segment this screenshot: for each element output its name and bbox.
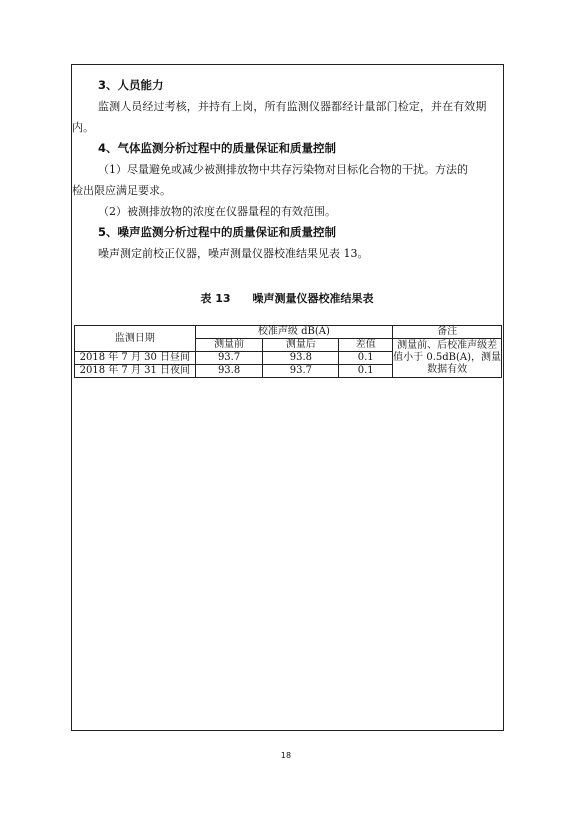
- row-after: 93.7: [263, 365, 339, 378]
- section-3-body-text: 监测人员经过考核，并持有上岗，所有监测仪器都经计量部门检定，并在有效期内。: [72, 100, 487, 134]
- table-title: 表 13 噪声测量仪器校准结果表: [200, 292, 374, 305]
- calibration-table: [74, 325, 502, 378]
- page-content: [72, 75, 502, 308]
- header-remark: 备注: [393, 326, 502, 339]
- section-5-heading: 5、噪声监测分析过程中的质量保证和质量控制: [98, 225, 336, 239]
- section-5-body: 噪声测定前校正仪器，噪声测量仪器校准结果见表 13。: [98, 247, 369, 260]
- page-number: 18: [280, 751, 292, 760]
- header-after: 测量后: [263, 339, 339, 352]
- header-diff: 差值: [339, 339, 393, 352]
- section-3-heading: 3、人员能力: [98, 78, 164, 92]
- row-before: 93.7: [195, 352, 263, 365]
- row-after: 93.8: [263, 352, 339, 365]
- spacer: [98, 264, 502, 290]
- section-4-item-1-line-1: （1）尽量避免或减少被测排放物中共存污染物对目标化合物的干扰。方法的: [98, 163, 468, 176]
- header-level-group: 校准声级 dB(A): [195, 326, 393, 339]
- row-date: 2018 年 7 月 31 日夜间: [75, 365, 196, 378]
- section-4-heading: 4、气体监测分析过程中的质量保证和质量控制: [98, 141, 336, 155]
- remark-cell: 测量前、后校准声级差值小于 0.5dB(A)，测量数据有效: [393, 339, 502, 378]
- row-diff: 0.1: [339, 352, 393, 365]
- section-4-item-1-line-2: 检出限应满足要求。: [72, 184, 171, 197]
- row-date: 2018 年 7 月 30 日昼间: [75, 352, 196, 365]
- page-frame: [71, 64, 504, 731]
- section-3-body: [72, 96, 502, 138]
- section-4-item-1: [98, 159, 502, 180]
- header-before: 测量前: [195, 339, 263, 352]
- row-diff: 0.1: [339, 365, 393, 378]
- header-date: 监测日期: [75, 326, 196, 352]
- row-before: 93.8: [195, 365, 263, 378]
- section-4-item-2: （2）被测排放物的浓度在仪器量程的有效范围。: [98, 205, 336, 218]
